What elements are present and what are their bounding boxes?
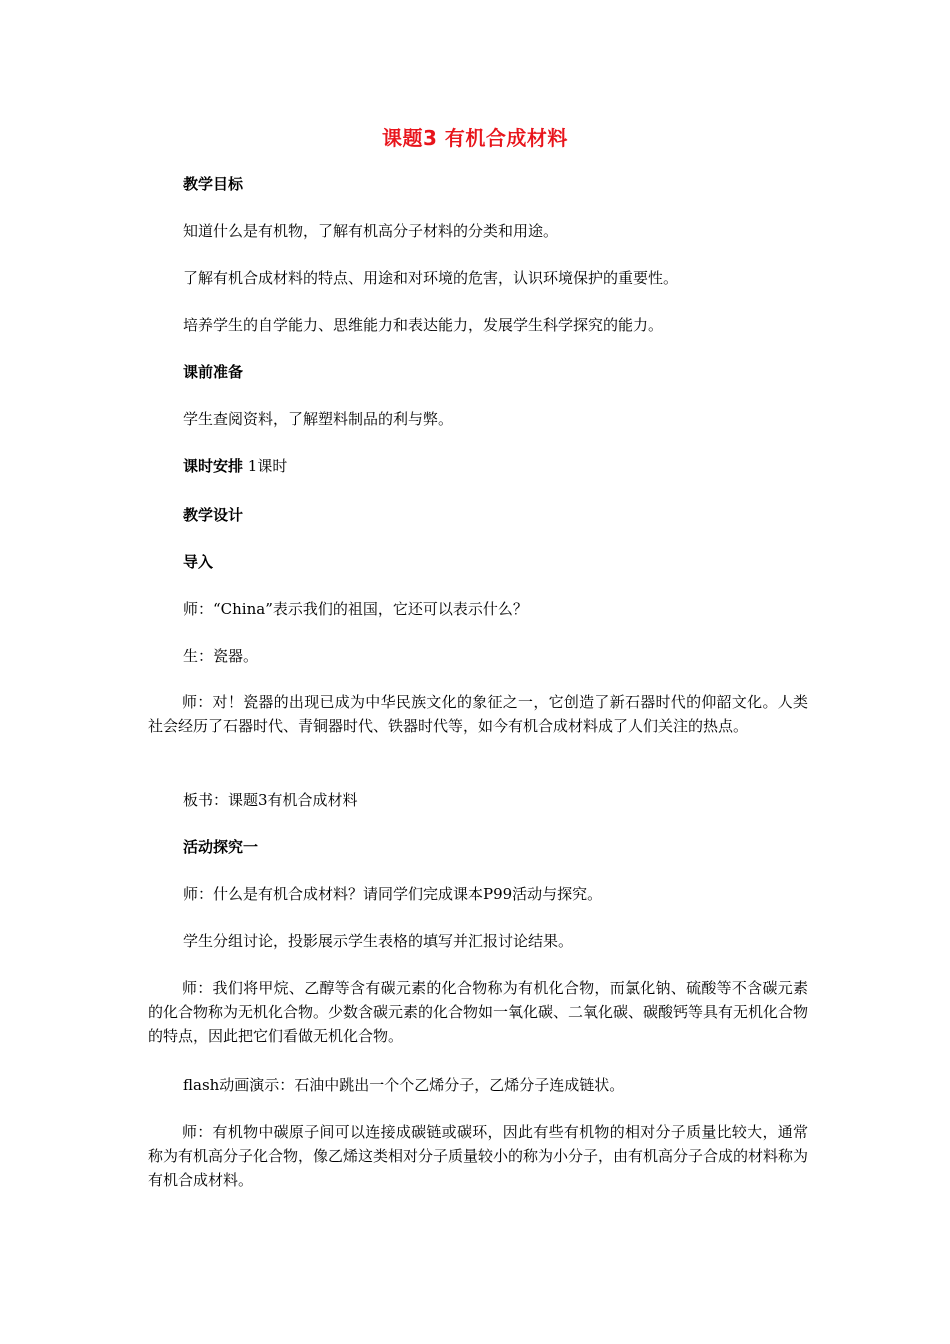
activity-paragraph-1: 师：我们将甲烷、乙醇等含有碳元素的化合物称为有机化合物，而氯化钠、硫酸等不含碳元素的化合物称为无机化合物。少数含碳元素的化合物如一氧化碳、二氧化碳、碳酸钙等具有无机化合物的特点，因此把它们看做无机化合物。 [148, 979, 809, 1045]
activity-flash: flash动画演示：石油中跳出一个个乙烯分子，乙烯分子连成链状。 [183, 1076, 625, 1094]
prep-heading: 课前准备 [183, 363, 244, 381]
activity-heading: 活动探究一 [183, 838, 259, 856]
page-title: 课题3 有机合成材料 [382, 126, 568, 150]
activity-question: 师：什么是有机合成材料？请同学们完成课本P99活动与探究。 [183, 885, 603, 903]
activity-group: 学生分组讨论，投影展示学生表格的填写并汇报讨论结果。 [183, 932, 574, 950]
schedule-heading: 课时安排 [183, 457, 244, 475]
goals-heading: 教学目标 [183, 175, 244, 193]
activity-paragraph-2: 师：有机物中碳原子间可以连接成碳链或碳环，因此有些有机物的相对分子质量比较大，通常称为有机高分子化合物，像乙烯这类相对分子质量较小的称为小分子，由有机高分子合成的材料称为有机合成材料。 [148, 1123, 809, 1189]
intro-question: 师：“China”表示我们的祖国，它还可以表示什么？ [183, 600, 528, 618]
design-heading: 教学设计 [183, 506, 244, 524]
prep-text: 学生查阅资料，了解塑料制品的利与弊。 [183, 410, 454, 428]
goal-2: 了解有机合成材料的特点、用途和对环境的危害，认识环境保护的重要性。 [183, 269, 679, 287]
intro-paragraph: 师：对！瓷器的出现已成为中华民族文化的象征之一，它创造了新石器时代的仰韶文化。人类社会经历了石器时代、青铜器时代、铁器时代等，如今有机合成材料成了人们关注的热点。 [148, 693, 808, 735]
intro-heading: 导入 [183, 553, 214, 571]
goal-1: 知道什么是有机物，了解有机高分子材料的分类和用途。 [183, 222, 559, 240]
board-text: 板书：课题3有机合成材料 [183, 791, 358, 809]
schedule-text: 1课时 [247, 457, 288, 475]
goal-3: 培养学生的自学能力、思维能力和表达能力，发展学生科学探究的能力。 [183, 316, 664, 334]
intro-answer: 生：瓷器。 [183, 647, 259, 665]
schedule-line [183, 456, 287, 476]
